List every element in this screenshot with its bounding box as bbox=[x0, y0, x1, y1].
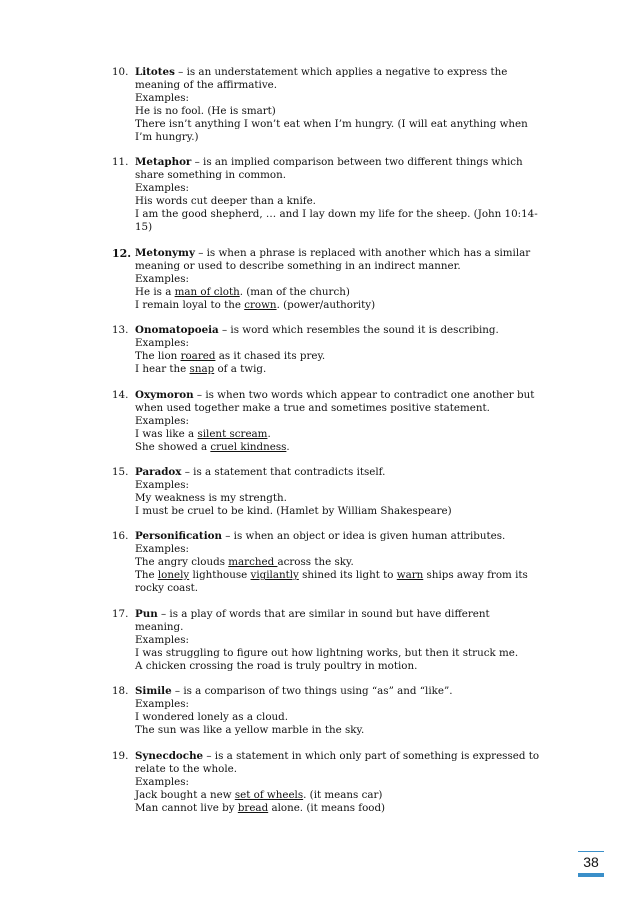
list-item bbox=[112, 530, 552, 595]
list-item bbox=[112, 608, 552, 673]
underlined-phrase: cruel kindness bbox=[210, 440, 287, 453]
definition-line: share something in common. bbox=[135, 169, 287, 182]
example-line: rocky coast. bbox=[135, 582, 199, 595]
underlined-phrase: bread bbox=[237, 801, 269, 814]
underlined-phrase: set of wheels bbox=[234, 788, 304, 801]
definition: – is when two words which appear to contradict one another but bbox=[193, 388, 535, 401]
example-line: I was struggling to figure out how lightning works, but then it struck me. bbox=[135, 646, 519, 659]
underlined-phrase: vigilantly bbox=[250, 569, 299, 582]
definition: – is an implied comparison between two different things which bbox=[191, 156, 523, 169]
definition: – is when an object or idea is given human attributes. bbox=[221, 530, 506, 543]
item-number: 14. bbox=[112, 388, 129, 401]
examples-label: Examples: bbox=[135, 272, 189, 285]
examples-label: Examples: bbox=[135, 92, 189, 104]
underlined-phrase: silent scream bbox=[197, 427, 268, 440]
term: Paradox bbox=[135, 465, 182, 478]
example-line: 15) bbox=[135, 221, 153, 234]
item-number: 12. bbox=[112, 246, 132, 260]
examples-label: Examples: bbox=[135, 775, 189, 788]
term: Synecdoche bbox=[135, 749, 204, 762]
definition-line: meaning or used to describe something in an indirect manner. bbox=[135, 259, 461, 272]
example-line: He is no fool. (He is smart) bbox=[135, 105, 276, 117]
figures-of-speech-list bbox=[112, 66, 552, 827]
example-line: He is a man of cloth. (man of the church) bbox=[135, 285, 350, 298]
underlined-phrase: crown bbox=[244, 298, 277, 311]
page-number-top-rule bbox=[578, 851, 604, 852]
list-item bbox=[112, 466, 552, 518]
example-line: The lion roared as it chased its prey. bbox=[135, 350, 326, 363]
item-number: 10. bbox=[112, 66, 129, 78]
page-number: 38 bbox=[583, 854, 599, 870]
underlined-phrase: lonely bbox=[157, 569, 190, 582]
term: Onomatopoeia bbox=[135, 324, 219, 337]
examples-label: Examples: bbox=[135, 414, 189, 427]
item-number: 16. bbox=[112, 530, 129, 543]
page-number-accent-bar bbox=[578, 873, 604, 877]
definition: – is a play of words that are similar in sound but have different bbox=[157, 607, 490, 620]
underlined-phrase: marched bbox=[228, 556, 278, 569]
list-item bbox=[112, 247, 552, 312]
item-number: 13. bbox=[112, 324, 129, 337]
example-line: The lonely lighthouse vigilantly shined its light to warn ships away from its bbox=[135, 569, 528, 582]
term: Metonymy bbox=[135, 246, 195, 259]
underlined-phrase: roared bbox=[180, 350, 216, 363]
definition: – is when a phrase is replaced with another which has a similar bbox=[194, 246, 531, 259]
list-item bbox=[112, 750, 552, 815]
example-line: Man cannot live by bread alone. (it means food) bbox=[135, 801, 386, 814]
list-item bbox=[112, 685, 552, 737]
definition: – is a statement in which only part of something is expressed to bbox=[203, 749, 540, 762]
example-line: I must be cruel to be kind. (Hamlet by William Shakespeare) bbox=[135, 504, 452, 517]
example-line: A chicken crossing the road is truly poultry in motion. bbox=[135, 659, 418, 672]
definition: – is word which resembles the sound it is describing. bbox=[218, 324, 499, 337]
example-line: The angry clouds marched across the sky. bbox=[135, 556, 354, 569]
example-line: I remain loyal to the crown. (power/authority) bbox=[135, 298, 376, 311]
term: Litotes bbox=[135, 66, 175, 78]
list-item bbox=[112, 324, 552, 376]
example-line: She showed a cruel kindness. bbox=[135, 440, 290, 453]
underlined-phrase: snap bbox=[189, 363, 215, 376]
term: Personification bbox=[135, 530, 222, 543]
underlined-phrase: warn bbox=[396, 569, 424, 582]
example-line: My weakness is my strength. bbox=[135, 491, 287, 504]
examples-label: Examples: bbox=[135, 633, 189, 646]
definition: – is a comparison of two things using “as” and “like”. bbox=[171, 685, 453, 698]
example-line: There isn’t anything I won’t eat when I’m hungry. (I will eat anything when bbox=[135, 118, 528, 130]
definition-line: relate to the whole. bbox=[135, 762, 238, 775]
example-line: I’m hungry.) bbox=[135, 131, 199, 143]
underlined-phrase: man of cloth bbox=[174, 285, 240, 298]
examples-label: Examples: bbox=[135, 543, 189, 556]
term: Pun bbox=[135, 607, 158, 620]
item-number: 19. bbox=[112, 749, 129, 762]
item-number: 11. bbox=[112, 156, 129, 169]
item-number: 15. bbox=[112, 465, 129, 478]
definition-line: meaning. bbox=[135, 620, 184, 633]
definition: – is a statement that contradicts itself. bbox=[181, 465, 386, 478]
definition-line: meaning of the affirmative. bbox=[135, 79, 278, 91]
definition: – is an understatement which applies a negative to express the bbox=[174, 66, 508, 78]
examples-label: Examples: bbox=[135, 182, 189, 195]
definition-line: when used together make a true and sometimes positive statement. bbox=[135, 401, 490, 414]
example-line: The sun was like a yellow marble in the sky. bbox=[135, 724, 365, 737]
list-item bbox=[112, 156, 552, 234]
term: Metaphor bbox=[135, 156, 192, 169]
example-line: Jack bought a new set of wheels. (it means car) bbox=[135, 788, 383, 801]
examples-label: Examples: bbox=[135, 698, 189, 711]
examples-label: Examples: bbox=[135, 337, 189, 350]
list-item bbox=[112, 389, 552, 454]
list-item bbox=[112, 66, 552, 144]
item-number: 17. bbox=[112, 607, 129, 620]
term: Oxymoron bbox=[135, 388, 194, 401]
example-line: I was like a silent scream. bbox=[135, 427, 271, 440]
term: Simile bbox=[135, 685, 172, 698]
example-line: His words cut deeper than a knife. bbox=[135, 195, 316, 208]
example-line: I am the good shepherd, … and I lay down my life for the sheep. (John 10:14- bbox=[135, 208, 538, 221]
item-number: 18. bbox=[112, 685, 129, 698]
example-line: I hear the snap of a twig. bbox=[135, 363, 267, 376]
example-line: I wondered lonely as a cloud. bbox=[135, 711, 289, 724]
examples-label: Examples: bbox=[135, 478, 189, 491]
